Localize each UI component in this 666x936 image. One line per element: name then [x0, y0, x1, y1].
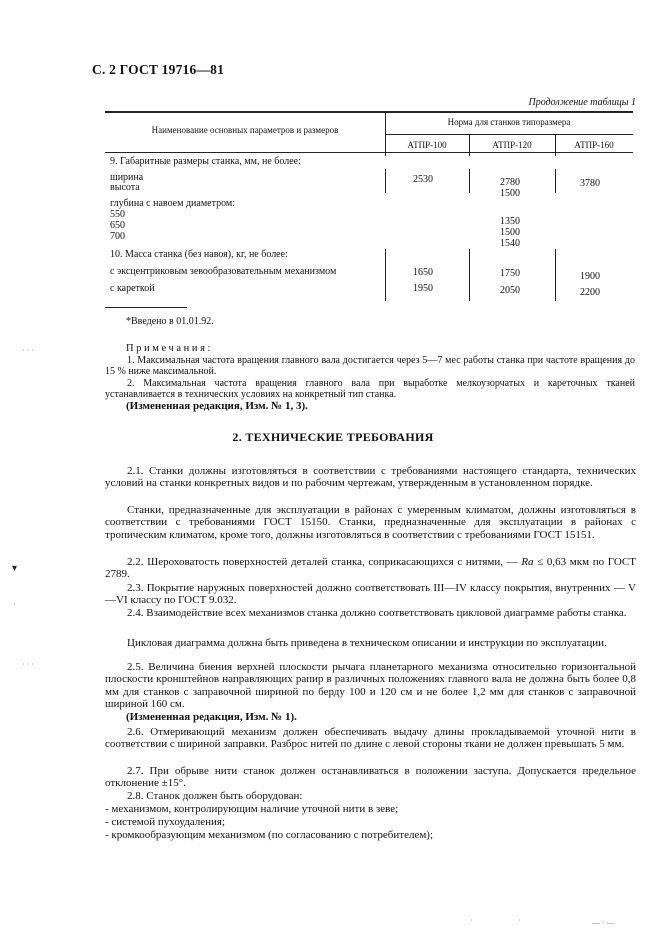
scan-speck-6: · [518, 916, 521, 925]
row-d700: 700 [110, 231, 125, 242]
list-item-3: - кромкообразующим механизмом (по согласованию с потребителем); [105, 829, 434, 841]
paragraph-2-1: 2.1. Станки должны изготовляться в соответствии с требованиями настоящего стандарта, технических условий на станки конкретных видов и по рабочим чертежам, утвержденным в установленном порядке. [105, 465, 636, 490]
row-carriage: с кареткой [110, 283, 155, 294]
table-vline-2b [469, 169, 470, 193]
val-width-120: 2780 [500, 177, 520, 188]
paragraph-2-3: 2.3. Покрытие наружных поверхностей должно соответствовать III—IV классу покрытия, внутренних — V—VI классу по ГОСТ 9.032. [105, 582, 636, 607]
val-width-100: 2530 [413, 174, 433, 185]
row-height: высота [110, 182, 140, 193]
val-ecc-120: 1750 [500, 268, 520, 279]
footnote-rule [105, 307, 187, 308]
col-atpr-120: АТПР-120 [492, 140, 532, 150]
section-title: 2. ТЕХНИЧЕСКИЕ ТРЕБОВАНИЯ [232, 430, 434, 444]
scan-speck-4: · · · [22, 660, 34, 669]
paragraph-2-2-tail: ≤ 0,63 мкм по ГОСТ 2789. [105, 556, 636, 581]
table-vline-3b [555, 169, 556, 193]
row-mass: 10. Масса станка (без навоя), кг, не более: [110, 249, 288, 260]
row-d650: 650 [110, 220, 125, 231]
table-header-rule [105, 152, 633, 153]
paragraph-2-7: 2.7. При обрыве нити станок должен останавливаться в положении заступа. Допускается предельное отклонение ±15°. [105, 765, 636, 790]
paragraph-2-8: 2.8. Станок должен быть оборудован: [127, 790, 303, 802]
val-width-160: 3780 [580, 178, 600, 189]
table-vline-3c [555, 249, 556, 301]
scan-speck-1: · · · [22, 346, 34, 355]
param-column-header: Наименование основных параметров и размеров [151, 125, 339, 135]
footnote: *Введено в 01.01.92. [126, 316, 214, 327]
table-continuation-label: Продолжение таблицы 1 [528, 97, 636, 108]
paragraph-2-1-b: Станки, предназначенные для эксплуатации в районах с умеренным климатом, должны изготовляться в соответствии с требованиями ГОСТ 15150. Станки, предназначенные для эксплуатации в районах с тропическим климатом, кроме того, должны изготовляться в соответствии с требованиями ГОСТ 15151. [105, 504, 636, 541]
paragraph-2-4: 2.4. Взаимодействие всех механизмов станка должно соответствовать цикловой диаграмме работы станка. [127, 607, 627, 619]
paragraph-2-6: 2.6. Отмеривающий механизм должен обеспечивать выдачу длины прокладываемой уточной нити в соответствии с шириной заправки. Разброс нитей по длине с левой стороны ткани не должен превышать 5 мм. [105, 726, 636, 751]
row-dimensions: 9. Габаритные размеры станка, мм, не более: [110, 156, 301, 167]
roughness-symbol: Ra [521, 556, 534, 568]
paragraph-2-2 [105, 556, 636, 581]
row-d550: 550 [110, 209, 125, 220]
list-item-1: - механизмом, контролирующим наличие уточной нити в зеве; [105, 803, 399, 815]
table-vline-1c [385, 249, 386, 301]
scan-speck-7: — · — [592, 918, 615, 927]
val-car-160: 2200 [580, 287, 600, 298]
col-atpr-160: АТПР-160 [574, 140, 614, 150]
paragraph-2-5: 2.5. Величина биения верхней плоскости рычага планетарного механизма относительно горизонтальной плоскости кронштейнов направляющих рапир в различных положениях главного вала не должна быть более 0,8 мм для станков с заправочной шириной по берду 100 и 120 см и не более 1,2 мм для станков с заправочной шириной 160 см. [105, 661, 636, 710]
note-2: 2. Максимальная частота вращения главного вала при выработке мелкоузорчатых и кареточных тканей устанавливается в технических условиях на конкретный тип станка. [105, 378, 635, 400]
val-car-100: 1950 [413, 283, 433, 294]
table-top-rule [105, 111, 633, 113]
val-d550-120: 1350 [500, 216, 520, 227]
val-ecc-160: 1900 [580, 271, 600, 282]
row-depth: глубина с навоем диаметром: [110, 198, 236, 209]
paragraph-2-2-text: 2.2. Шероховатость поверхностей деталей станка, соприкасающихся с нитями, — [127, 556, 518, 568]
scan-speck-3: · [13, 600, 16, 609]
notes-title: Примечания: [126, 343, 214, 354]
val-ecc-100: 1650 [413, 267, 433, 278]
norm-column-header: Норма для станков типоразмера [447, 117, 571, 127]
val-height-120: 1500 [500, 188, 520, 199]
amendment-note-1: (Измененная редакция, Изм. № 1, 3). [126, 400, 308, 412]
paragraph-2-4-b: Цикловая диаграмма должна быть приведена в техническом описании и инструкции по эксплуатации. [127, 637, 607, 649]
val-car-120: 2050 [500, 285, 520, 296]
parameters-table [105, 111, 633, 304]
col-atpr-100: АТПР-100 [407, 140, 447, 150]
val-d700-120: 1540 [500, 238, 520, 249]
amendment-note-2: (Измененная редакция, Изм. № 1). [126, 711, 297, 723]
note-1: 1. Максимальная частота вращения главного вала достигается через 5—7 мес работы станка при частоте вращения до 15 % ниже максимальной. [105, 355, 635, 377]
table-subheader-rule [385, 134, 633, 135]
table-vline-1b [385, 169, 386, 193]
row-eccentric: с эксцентриковым зевообразовательным механизмом [110, 266, 337, 277]
val-d650-120: 1500 [500, 227, 520, 238]
table-vline-2c [469, 249, 470, 301]
scan-speck-5: · [470, 916, 473, 925]
scan-speck-2: ▾ [12, 563, 18, 574]
list-item-2: - системой пухоудаления; [105, 816, 226, 828]
row-width: ширина [110, 172, 144, 183]
page-header: С. 2 ГОСТ 19716—81 [92, 62, 225, 77]
